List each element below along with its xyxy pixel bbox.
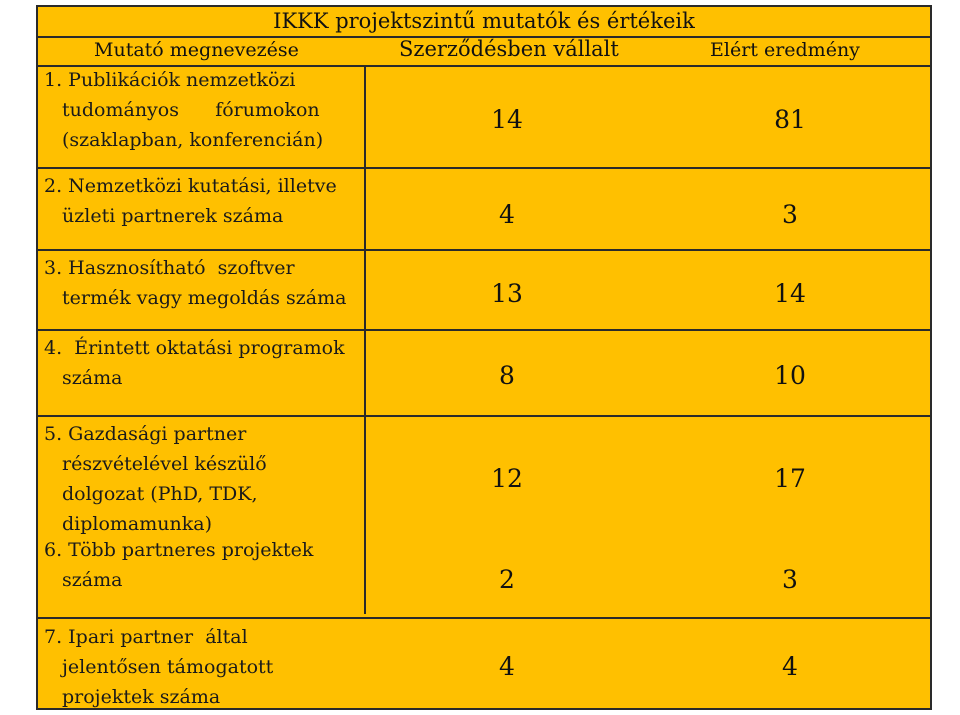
table-title: IKKK projektszintű mutatók és értékeik [273, 9, 695, 33]
row-label-line: (szaklapban, konferencián) [62, 129, 324, 151]
contracted-value: 4 [499, 200, 515, 229]
grid-line [38, 167, 930, 169]
achieved-value: 10 [774, 361, 806, 390]
header-achieved: Elért eredmény [710, 39, 860, 61]
achieved-value: 4 [782, 652, 798, 681]
row-label-line: részvételével készülő [62, 453, 267, 475]
grid-line [38, 415, 930, 417]
achieved-value: 3 [782, 200, 798, 229]
row-label-line: száma [62, 569, 123, 591]
row-label-line: üzleti partnerek száma [62, 205, 284, 227]
row-label-line: 5. Gazdasági partner [44, 423, 247, 445]
contracted-value: 8 [499, 361, 515, 390]
contracted-value: 12 [491, 464, 523, 493]
grid-line [38, 249, 930, 251]
row-label-line: 1. Publikációk nemzetközi [44, 69, 296, 91]
table-row-label [44, 333, 374, 393]
row-label-line: 3. Hasznosítható szoftver [44, 257, 295, 279]
achieved-value: 14 [774, 279, 806, 308]
indicators-table [36, 5, 932, 710]
grid-line [38, 329, 930, 331]
contracted-value: 4 [499, 652, 515, 681]
table-row-label [44, 535, 354, 595]
table-row-label [44, 419, 354, 539]
table-row-label [44, 622, 354, 712]
achieved-value: 17 [774, 464, 806, 493]
row-label-line: tudományos fórumokon [62, 99, 320, 121]
table-row-label [44, 65, 344, 155]
row-label-line: száma [62, 367, 123, 389]
row-label-line: diplomamunka) [62, 513, 213, 535]
achieved-value: 81 [774, 105, 806, 134]
achieved-value: 3 [782, 565, 798, 594]
row-label-line: dolgozat (PhD, TDK, [62, 483, 258, 505]
row-label-line: jelentősen támogatott [62, 656, 274, 678]
grid-line [38, 617, 930, 619]
row-label-line: termék vagy megoldás száma [62, 287, 347, 309]
header-contracted: Szerződésben vállalt [399, 37, 619, 61]
table-row-label [44, 171, 364, 231]
contracted-value: 14 [491, 105, 523, 134]
row-label-line: 6. Több partneres projektek [44, 539, 314, 561]
header-indicator: Mutató megnevezése [94, 39, 299, 61]
row-label-line: 2. Nemzetközi kutatási, illetve [44, 175, 337, 197]
table-row-label [44, 253, 374, 313]
row-label-line: 7. Ipari partner által [44, 626, 248, 648]
contracted-value: 2 [499, 565, 515, 594]
row-label-line: projektek száma [62, 686, 221, 708]
contracted-value: 13 [491, 279, 523, 308]
row-label-line: 4. Érintett oktatási programok [44, 337, 345, 359]
